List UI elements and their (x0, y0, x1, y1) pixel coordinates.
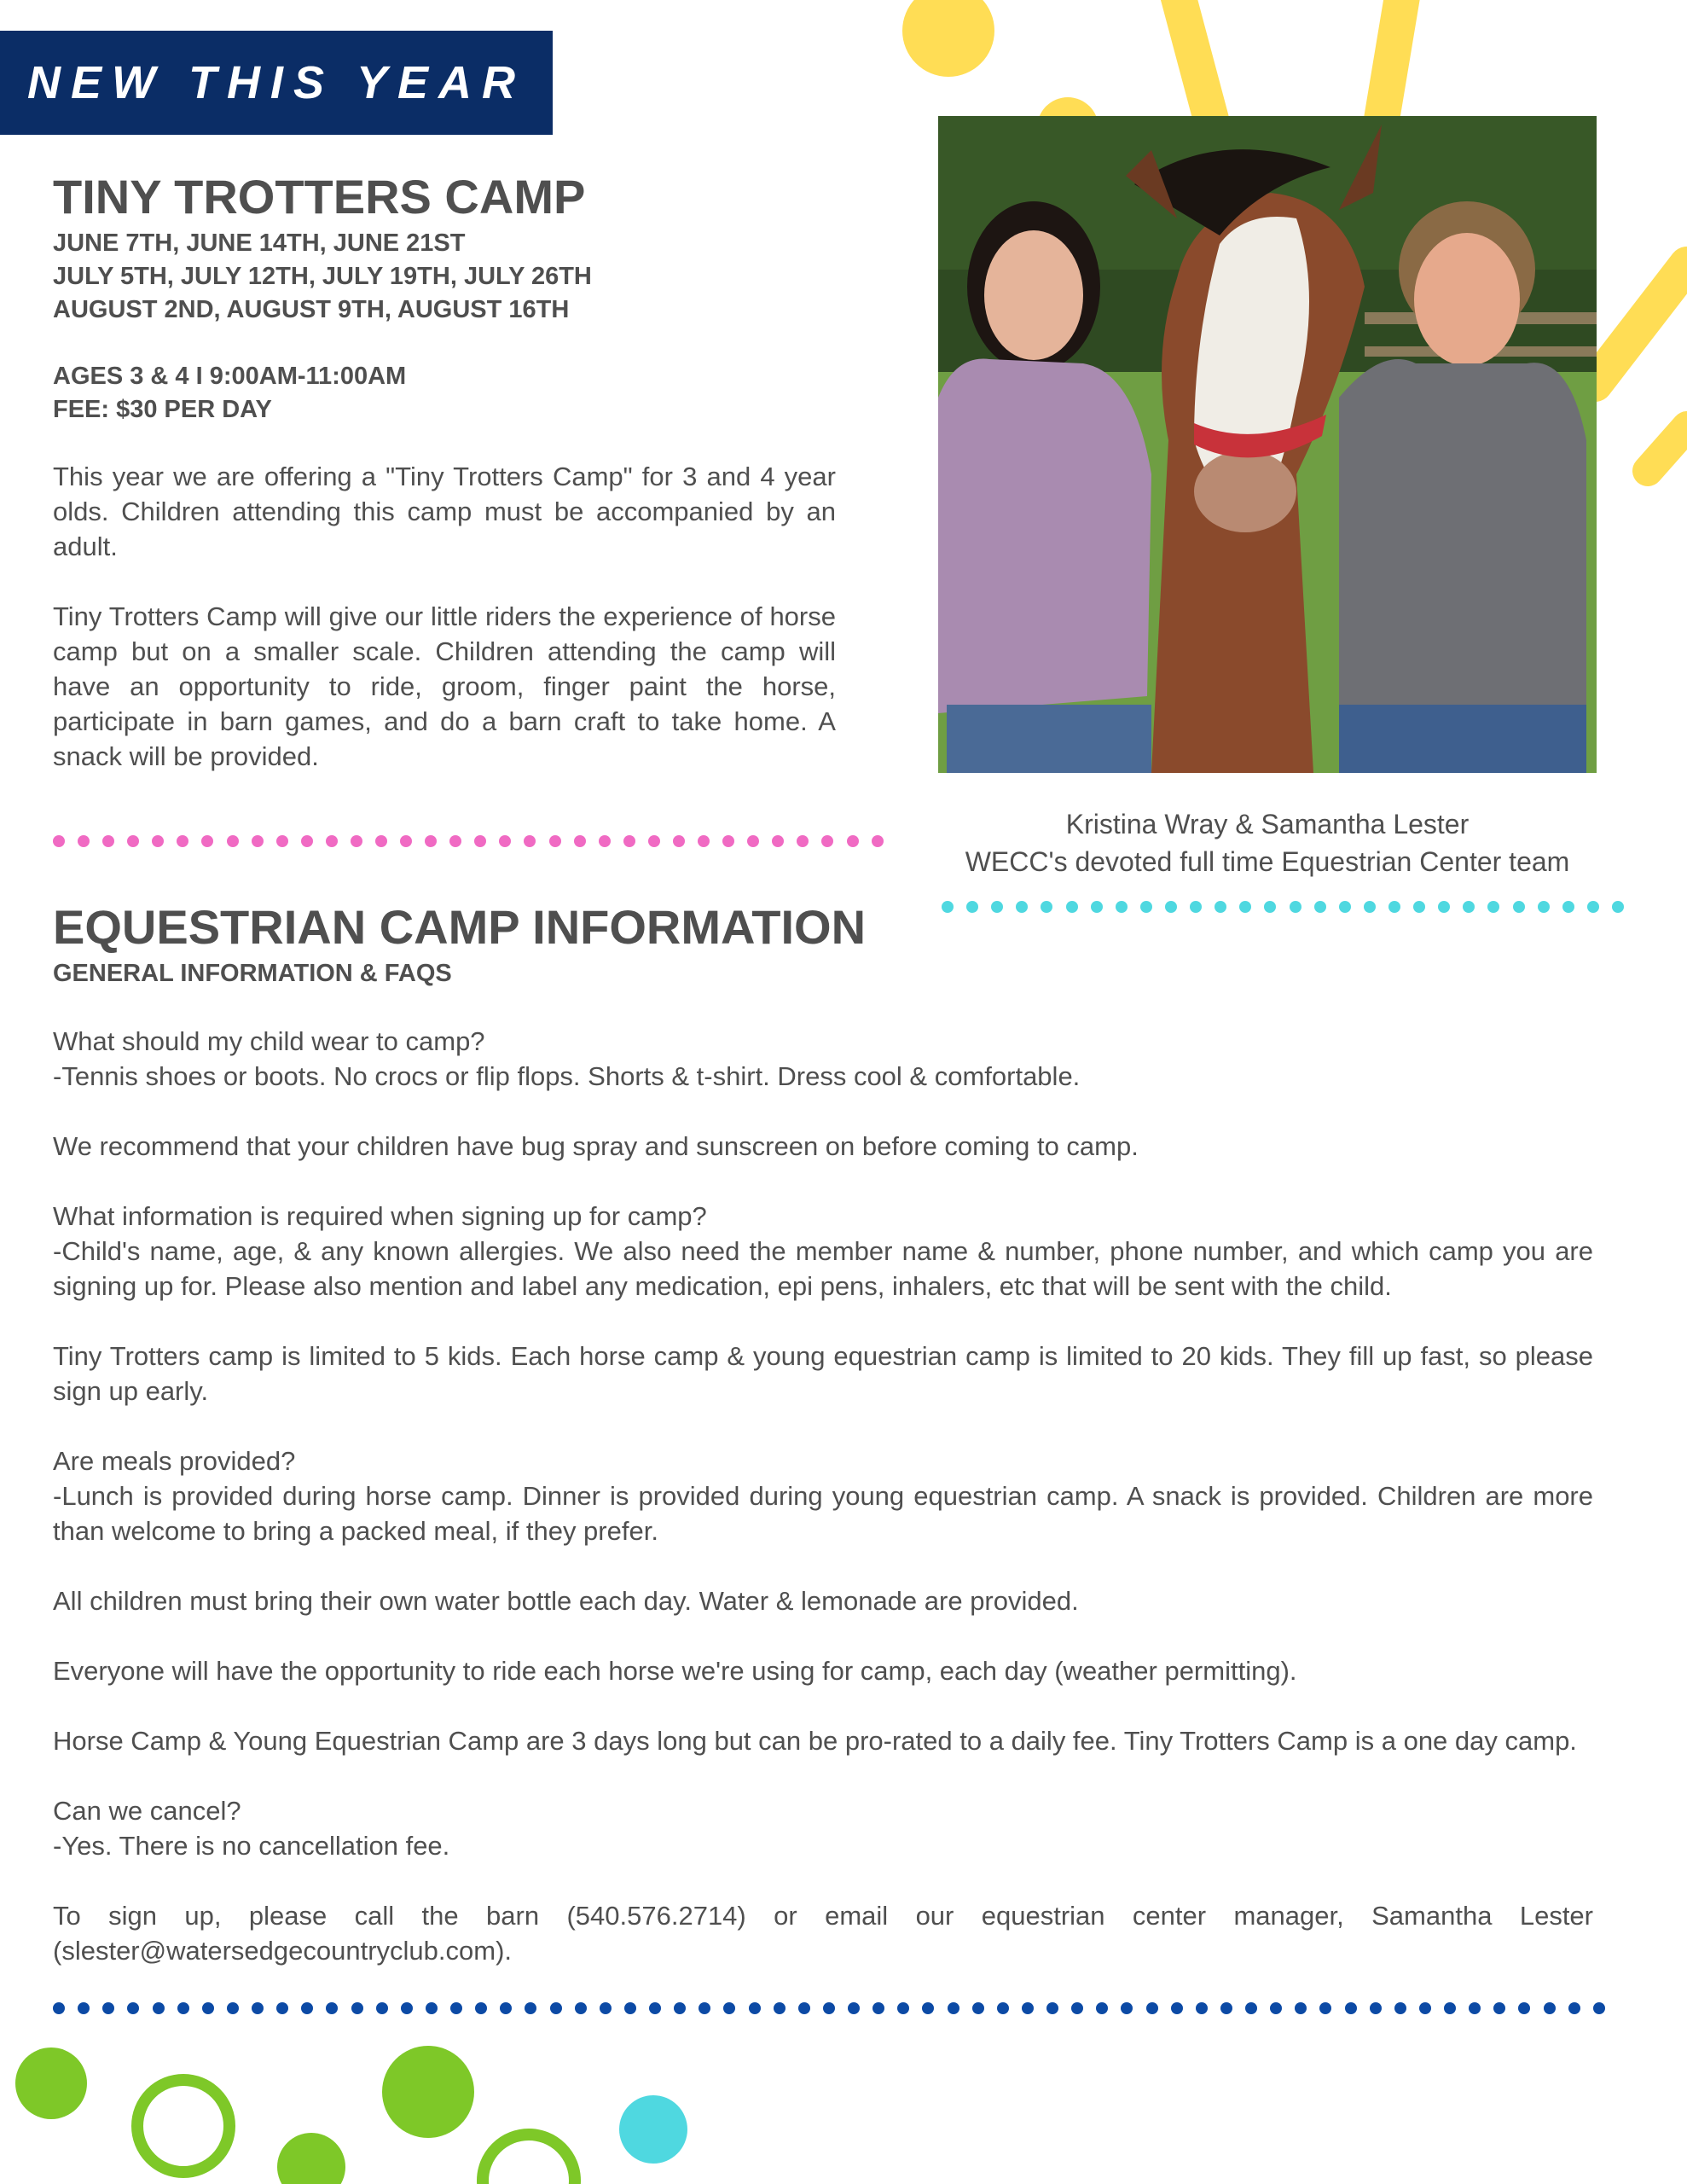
faq-length: Horse Camp & Young Equestrian Camp are 3 days long but can be pro-rated to a daily fee. Tiny Trotters Camp is a one day camp. (53, 1726, 1577, 1756)
faq-limits: Tiny Trotters camp is limited to 5 kids. Each horse camp & young equestrian camp is limited to 20 kids. They fill up fast, so please sign up early. (53, 1341, 1593, 1406)
photo-caption (938, 805, 1597, 880)
right-person-tank (1339, 359, 1586, 705)
green-ring (483, 2135, 575, 2184)
left-person-face (984, 230, 1083, 360)
faq-meals-question: Are meals provided? (53, 1446, 296, 1476)
yellow-circle (902, 0, 994, 77)
green-ring (137, 2080, 229, 2172)
tiny-trotters-title: TINY TROTTERS CAMP (53, 170, 586, 224)
horse-muzzle (1194, 450, 1296, 532)
yellow-ray (1648, 427, 1687, 471)
camp-dates (53, 227, 592, 327)
dates-june: JUNE 7TH, JUNE 14TH, JUNE 21ST (53, 229, 466, 257)
faq-ride: Everyone will have the opportunity to ride each horse we're using for camp, each day (weather permitting). (53, 1656, 1297, 1686)
cyan-circle (619, 2095, 687, 2164)
intro-paragraph: This year we are offering a "Tiny Trotters Camp" for 3 and 4 year olds. Children attending this camp must be accompanied by an adult. (53, 462, 836, 561)
faq-body (53, 1024, 1593, 1968)
faq-water: All children must bring their own water bottle each day. Water & lemonade are provided. (53, 1586, 1079, 1616)
tiny-trotters-description (53, 459, 836, 774)
caption-names: Kristina Wray & Samantha Lester (1065, 809, 1470, 839)
yellow-ray (1177, 0, 1211, 119)
camp-details (53, 360, 406, 427)
dates-july: JULY 5TH, JULY 12TH, JULY 19TH, JULY 26TH (53, 263, 592, 290)
faq-meals-answer: -Lunch is provided during horse camp. Dinner is provided during young equestrian camp. A snack is provided. Children are more than welcome to bring a packed meal, if they prefer. (53, 1481, 1593, 1546)
faq-contact: To sign up, please call the barn (540.576.2714) or email our equestrian center manager, Samantha Lester (slester@watersedgecountryclub.com). (53, 1901, 1593, 1966)
fee: FEE: $30 PER DAY (53, 396, 272, 423)
faq-cancel-answer: -Yes. There is no cancellation fee. (53, 1831, 450, 1861)
green-circle (15, 2048, 87, 2119)
ages-time: AGES 3 & 4 I 9:00AM-11:00AM (53, 363, 407, 390)
new-this-year-banner (0, 31, 553, 135)
equestrian-info-subtitle: GENERAL INFORMATION & FAQS (53, 960, 452, 987)
faq-wear-answer: -Tennis shoes or boots. No crocs or flip flops. Shorts & t-shirt. Dress cool & comfortable. (53, 1061, 1081, 1091)
bottom-circles-decoration (0, 2030, 768, 2184)
dates-august: AUGUST 2ND, AUGUST 9TH, AUGUST 16TH (53, 296, 570, 323)
faq-cancel-question: Can we cancel? (53, 1796, 241, 1826)
green-circle (382, 2046, 474, 2138)
green-circle (277, 2133, 345, 2184)
left-person-shirt (938, 359, 1151, 713)
details-paragraph: Tiny Trotters Camp will give our little riders the experience of horse camp but on a smaller scale. Children attending the camp will have an opportunity to ride, groom, finger paint the horse, participate in barn games, and do a barn craft to take home. A snack will be provided. (53, 601, 836, 771)
faq-wear-question: What should my child wear to camp? (53, 1026, 485, 1056)
left-person-jeans (947, 705, 1151, 773)
yellow-ray (1595, 264, 1687, 384)
right-person-face (1414, 233, 1520, 366)
team-photo (938, 116, 1597, 773)
pink-dot-divider (53, 835, 884, 847)
cyan-dot-divider (942, 901, 1624, 913)
right-person-jeans (1339, 705, 1586, 773)
caption-role: WECC's devoted full time Equestrian Center team (965, 846, 1570, 877)
equestrian-info-title: EQUESTRIAN CAMP INFORMATION (53, 900, 867, 954)
faq-signup-question: What information is required when signing up for camp? (53, 1201, 707, 1231)
faq-signup-answer: -Child's name, age, & any known allergies. We also need the member name & number, phone number, and which camp you are signing up for. Please also mention and label any medication, epi pens, inhalers, etc that will be sent with the child. (53, 1236, 1593, 1301)
blue-dot-divider (53, 2002, 1605, 2014)
yellow-ray (1382, 0, 1403, 119)
banner-label: NEW THIS YEAR (26, 57, 526, 108)
faq-bug-spray: We recommend that your children have bug spray and sunscreen on before coming to camp. (53, 1131, 1139, 1161)
